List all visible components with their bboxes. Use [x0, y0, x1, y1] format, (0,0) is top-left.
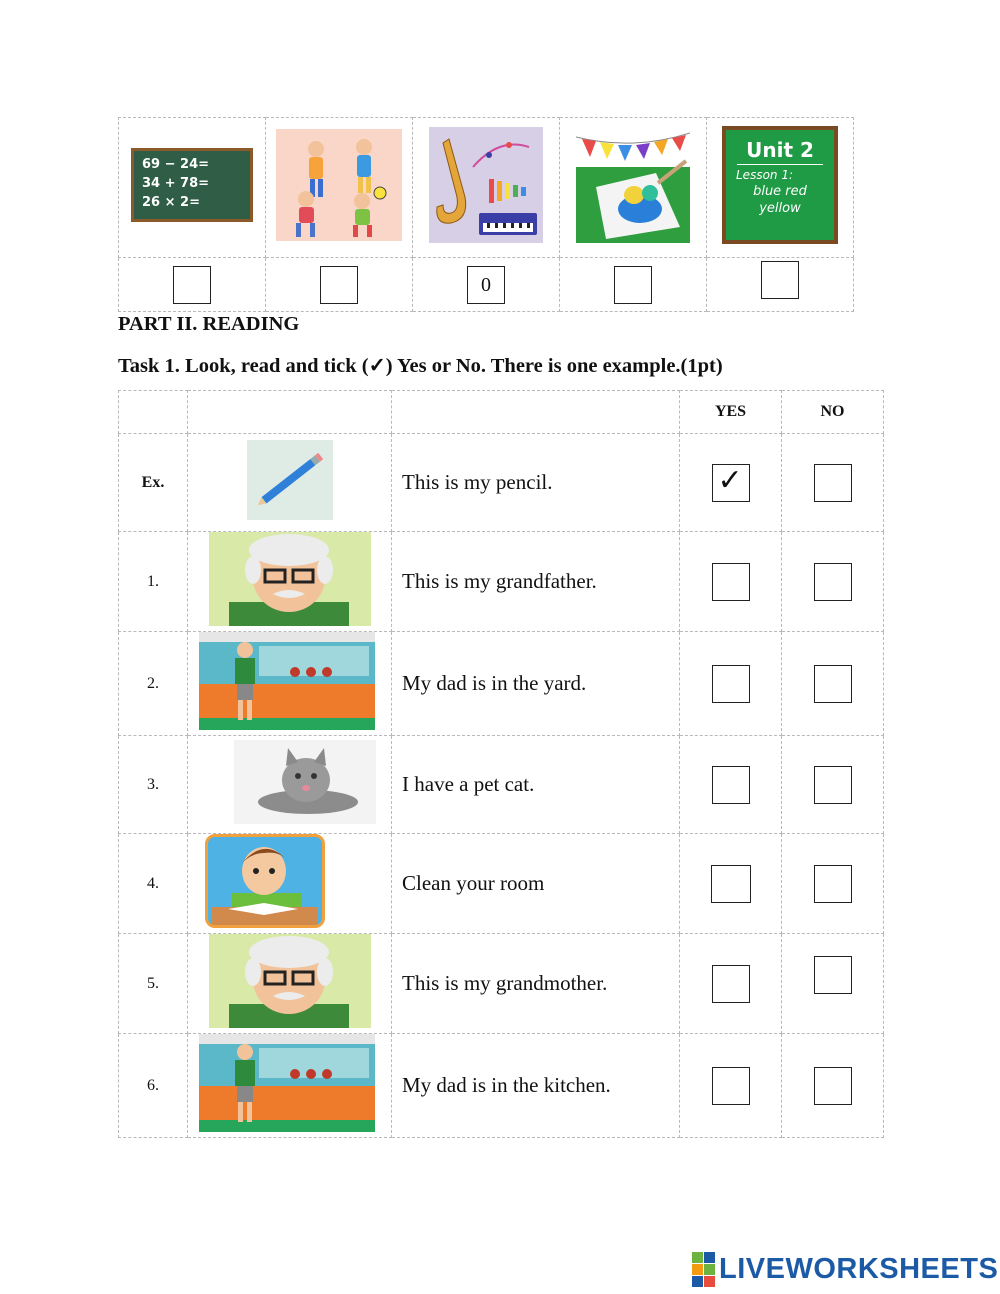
row-number: Ex. — [119, 434, 188, 532]
art-painting-icon — [576, 127, 690, 243]
table-row — [119, 736, 884, 834]
answer-box[interactable]: 0 — [467, 266, 505, 304]
table-row — [119, 632, 884, 736]
row-number: 4. — [119, 834, 188, 934]
row-number: 5. — [119, 934, 188, 1034]
sentence: My dad is in the yard. — [392, 632, 680, 736]
sentence: I have a pet cat. — [392, 736, 680, 834]
no-checkbox[interactable] — [814, 665, 852, 703]
table-row — [119, 1034, 884, 1138]
yes-checkbox[interactable] — [712, 1067, 750, 1105]
picture-cell — [707, 118, 854, 258]
row-number: 6. — [119, 1034, 188, 1138]
yes-checkbox[interactable] — [712, 563, 750, 601]
yes-checkbox[interactable] — [712, 665, 750, 703]
table-row — [119, 532, 884, 632]
sentence: This is my pencil. — [392, 434, 680, 532]
answer-cell — [707, 258, 854, 312]
table-row — [119, 934, 884, 1034]
grandfather-icon — [209, 532, 371, 626]
no-checkbox[interactable] — [814, 563, 852, 601]
row-number: 1. — [119, 532, 188, 632]
sentence: This is my grandfather. — [392, 532, 680, 632]
boy-studying-icon — [205, 834, 325, 928]
board-line: yellow — [759, 201, 801, 216]
no-checkbox[interactable] — [814, 464, 852, 502]
dad-kitchen-icon — [199, 1034, 375, 1132]
no-checkbox[interactable] — [814, 766, 852, 804]
reading-table — [118, 390, 884, 1138]
logo-text: LIVEWORKSHEETS — [719, 1252, 999, 1285]
board-line: 26 × 2= — [142, 195, 200, 210]
table-header — [119, 391, 884, 434]
table-row — [119, 434, 884, 532]
grandfather-icon — [209, 934, 371, 1028]
board-line: 69 − 24= — [142, 157, 210, 172]
answer-box[interactable] — [614, 266, 652, 304]
sports-kids-icon — [276, 129, 402, 241]
answer-cell — [560, 258, 707, 312]
answer-box[interactable] — [173, 266, 211, 304]
no-checkbox[interactable] — [814, 1067, 852, 1105]
picture-cell — [560, 118, 707, 258]
dad-kitchen-icon — [199, 632, 375, 730]
board-line: 34 + 78= — [142, 176, 210, 191]
logo-mark-icon — [692, 1252, 715, 1287]
yes-checkbox[interactable] — [712, 766, 750, 804]
picture-table — [118, 117, 854, 312]
table-row — [119, 834, 884, 934]
row-number: 3. — [119, 736, 188, 834]
picture-cell — [266, 118, 413, 258]
no-checkbox[interactable] — [814, 865, 852, 903]
math-board-icon — [131, 148, 253, 222]
board-line: blue red — [753, 184, 807, 199]
no-column-header: NO — [782, 391, 884, 434]
part-heading: PART II. READING — [118, 313, 300, 335]
pencil-icon — [247, 440, 333, 520]
sentence: This is my grandmother. — [392, 934, 680, 1034]
picture-cell — [119, 118, 266, 258]
board-title: Unit 2 — [746, 138, 814, 162]
yes-column-header: YES — [680, 391, 782, 434]
liveworksheets-logo[interactable] — [692, 1252, 998, 1286]
yes-checkbox[interactable] — [711, 865, 751, 903]
answer-cell — [413, 258, 560, 312]
sentence: My dad is in the kitchen. — [392, 1034, 680, 1138]
yes-checkbox[interactable] — [712, 965, 750, 1003]
answer-cell — [266, 258, 413, 312]
music-instruments-icon — [429, 127, 543, 243]
english-board-icon — [722, 126, 838, 244]
yes-checkbox[interactable] — [712, 464, 750, 502]
sentence: Clean your room — [392, 834, 680, 934]
check-mark-icon: ✓ — [717, 462, 743, 498]
answer-box[interactable] — [320, 266, 358, 304]
board-line: Lesson 1: — [736, 168, 794, 182]
row-number: 2. — [119, 632, 188, 736]
answer-box[interactable] — [761, 261, 799, 299]
picture-cell — [413, 118, 560, 258]
cat-icon — [234, 740, 376, 824]
no-checkbox[interactable] — [814, 956, 852, 994]
answer-cell — [119, 258, 266, 312]
task-heading: Task 1. Look, read and tick (✓) Yes or No. There is one example.(1pt) — [118, 355, 723, 377]
